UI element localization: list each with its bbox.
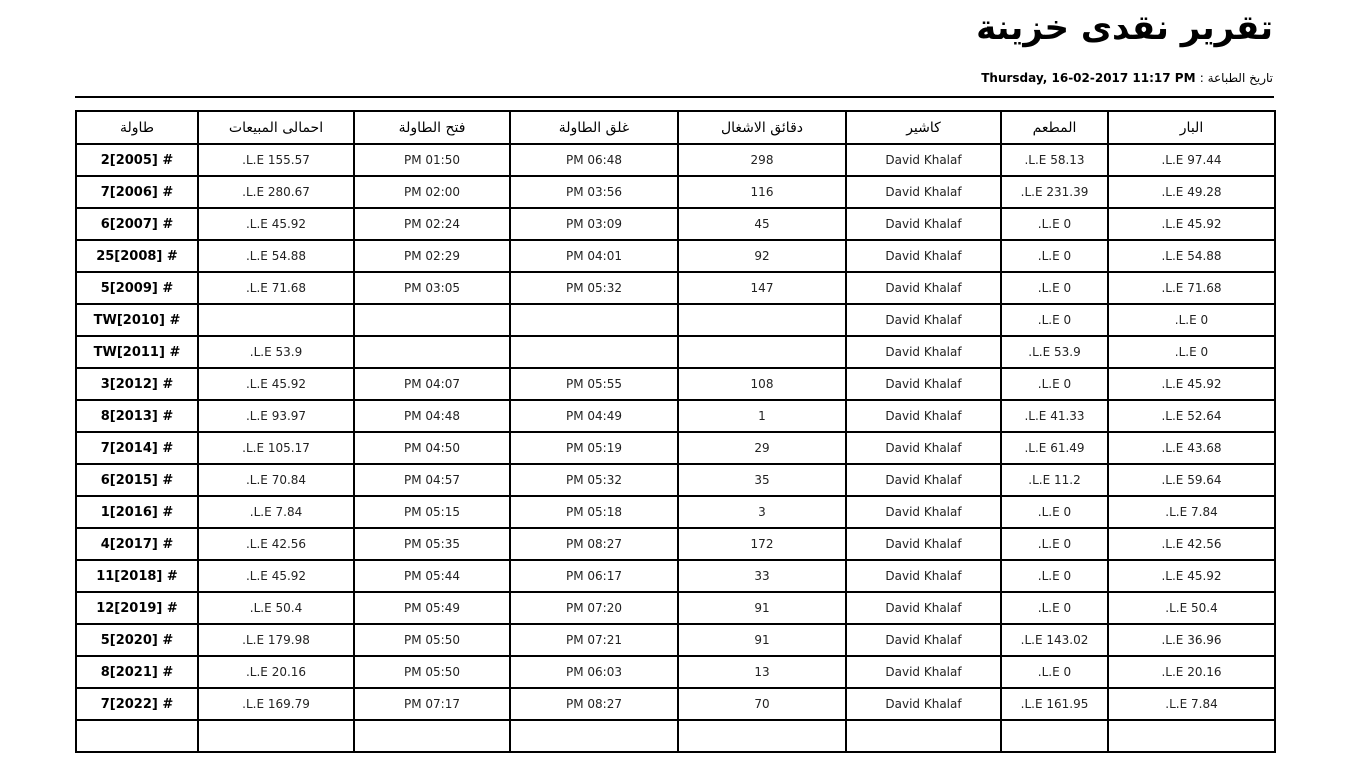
close-time-cell: 08:27 PM xyxy=(510,528,678,560)
table-row xyxy=(76,688,1275,720)
total-sales-cell: 105.17 L.E. xyxy=(198,432,354,464)
occupancy-minutes-cell: 1 xyxy=(678,400,846,432)
table-row xyxy=(76,272,1275,304)
close-time-cell: 06:48 PM xyxy=(510,144,678,176)
open-time-cell: 05:44 PM xyxy=(354,560,510,592)
restaurant-amount-cell: 0 L.E. xyxy=(1001,496,1108,528)
close-time-cell: 05:19 PM xyxy=(510,432,678,464)
occupancy-minutes-cell: 108 xyxy=(678,368,846,400)
print-date-label: تاريخ الطباعة : xyxy=(1199,71,1273,85)
close-time-cell: 03:56 PM xyxy=(510,176,678,208)
restaurant-amount-cell: 58.13 L.E. xyxy=(1001,144,1108,176)
close-time-cell: 07:21 PM xyxy=(510,624,678,656)
open-time-cell: 05:49 PM xyxy=(354,592,510,624)
occupancy-minutes-cell: 91 xyxy=(678,624,846,656)
table-number-cell: 1[2016] # xyxy=(76,496,198,528)
bar-amount-cell: 52.64 L.E. xyxy=(1108,400,1275,432)
total-sales-cell: 169.79 L.E. xyxy=(198,688,354,720)
table-number-cell: TW[2011] # xyxy=(76,336,198,368)
bar-amount-cell: 0 L.E. xyxy=(1108,304,1275,336)
open-time-cell: 03:05 PM xyxy=(354,272,510,304)
total-sales-cell: 45.92 L.E. xyxy=(198,368,354,400)
total-sales-cell: 45.92 L.E. xyxy=(198,560,354,592)
table-number-cell: 8[2013] # xyxy=(76,400,198,432)
occupancy-minutes-cell: 33 xyxy=(678,560,846,592)
bar-amount-cell: 50.4 L.E. xyxy=(1108,592,1275,624)
table-number-cell: 5[2020] # xyxy=(76,624,198,656)
restaurant-amount-cell: 0 L.E. xyxy=(1001,368,1108,400)
total-sales-cell: 20.16 L.E. xyxy=(198,656,354,688)
cashier-cell: David Khalaf xyxy=(846,176,1001,208)
restaurant-amount-cell: 61.49 L.E. xyxy=(1001,432,1108,464)
open-time-cell: 02:29 PM xyxy=(354,240,510,272)
close-time-cell: 05:55 PM xyxy=(510,368,678,400)
restaurant-amount-cell: 231.39 L.E. xyxy=(1001,176,1108,208)
bar-amount-cell: 97.44 L.E. xyxy=(1108,144,1275,176)
table-row xyxy=(76,432,1275,464)
open-time-cell: 04:48 PM xyxy=(354,400,510,432)
occupancy-minutes-cell: 45 xyxy=(678,208,846,240)
total-sales-cell: 45.92 L.E. xyxy=(198,208,354,240)
table-row xyxy=(76,336,1275,368)
total-sales-cell: 93.97 L.E. xyxy=(198,400,354,432)
table-header-row xyxy=(76,111,1275,144)
open-time-cell xyxy=(354,304,510,336)
total-sales-cell: 50.4 L.E. xyxy=(198,592,354,624)
occupancy-minutes-cell: 70 xyxy=(678,688,846,720)
open-time-cell: 04:07 PM xyxy=(354,368,510,400)
open-time-cell: 05:35 PM xyxy=(354,528,510,560)
close-time-cell: 08:27 PM xyxy=(510,688,678,720)
occupancy-minutes-cell: 35 xyxy=(678,464,846,496)
cashier-column-header: كاشير xyxy=(846,111,1001,144)
table-row xyxy=(76,144,1275,176)
close-time-cell: 04:01 PM xyxy=(510,240,678,272)
total-sales-cell: 70.84 L.E. xyxy=(198,464,354,496)
open-time-cell: 05:15 PM xyxy=(354,496,510,528)
close-time-cell: 07:20 PM xyxy=(510,592,678,624)
occupancy-minutes-column-header: دقائق الاشغال xyxy=(678,111,846,144)
table-number-cell: 11[2018] # xyxy=(76,560,198,592)
treasury-cash-report-table xyxy=(75,110,1276,753)
table-row xyxy=(76,528,1275,560)
bar-amount-cell: 36.96 L.E. xyxy=(1108,624,1275,656)
bar-amount-cell: 43.68 L.E. xyxy=(1108,432,1275,464)
print-date-value: Thursday, 16-02-2017 11:17 PM xyxy=(981,71,1196,85)
close-time-cell: 03:09 PM xyxy=(510,208,678,240)
header-divider xyxy=(75,96,1274,98)
restaurant-amount-cell: 0 L.E. xyxy=(1001,240,1108,272)
open-time-cell: 07:17 PM xyxy=(354,688,510,720)
total-sales-cell: 42.56 L.E. xyxy=(198,528,354,560)
restaurant-amount-cell: 161.95 L.E. xyxy=(1001,688,1108,720)
table-row xyxy=(76,656,1275,688)
total-sales-cell: 71.68 L.E. xyxy=(198,272,354,304)
bar-amount-cell: 20.16 L.E. xyxy=(1108,656,1275,688)
occupancy-minutes-cell: 172 xyxy=(678,528,846,560)
cashier-cell: David Khalaf xyxy=(846,624,1001,656)
cashier-cell: David Khalaf xyxy=(846,336,1001,368)
total-sales-cell: 280.67 L.E. xyxy=(198,176,354,208)
cashier-cell: David Khalaf xyxy=(846,688,1001,720)
table-number-cell: 6[2007] # xyxy=(76,208,198,240)
open-time-cell: 05:50 PM xyxy=(354,624,510,656)
restaurant-amount-cell: 53.9 L.E. xyxy=(1001,336,1108,368)
occupancy-minutes-cell xyxy=(678,304,846,336)
occupancy-minutes-cell: 3 xyxy=(678,496,846,528)
occupancy-minutes-cell: 147 xyxy=(678,272,846,304)
cashier-cell: David Khalaf xyxy=(846,432,1001,464)
cashier-cell: David Khalaf xyxy=(846,304,1001,336)
table-number-cell: 2[2005] # xyxy=(76,144,198,176)
table-row xyxy=(76,496,1275,528)
table-row xyxy=(76,592,1275,624)
cashier-cell: David Khalaf xyxy=(846,144,1001,176)
restaurant-amount-cell: 0 L.E. xyxy=(1001,304,1108,336)
cashier-cell: David Khalaf xyxy=(846,496,1001,528)
table-row xyxy=(76,304,1275,336)
cashier-cell: David Khalaf xyxy=(846,240,1001,272)
close-time-cell xyxy=(510,336,678,368)
table-open-column-header: فتح الطاولة xyxy=(354,111,510,144)
open-time-cell: 05:50 PM xyxy=(354,656,510,688)
table-row xyxy=(76,720,1275,752)
bar-amount-cell: 59.64 L.E. xyxy=(1108,464,1275,496)
table-close-column-header: غلق الطاولة xyxy=(510,111,678,144)
total-sales-cell xyxy=(198,720,354,752)
close-time-cell xyxy=(510,304,678,336)
restaurant-amount-cell: 0 L.E. xyxy=(1001,560,1108,592)
close-time-cell: 05:18 PM xyxy=(510,496,678,528)
bar-amount-cell xyxy=(1108,720,1275,752)
close-time-cell: 06:03 PM xyxy=(510,656,678,688)
bar-column-header: البار xyxy=(1108,111,1275,144)
table-number-cell: 7[2014] # xyxy=(76,432,198,464)
cashier-cell: David Khalaf xyxy=(846,400,1001,432)
bar-amount-cell: 7.84 L.E. xyxy=(1108,688,1275,720)
restaurant-amount-cell: 0 L.E. xyxy=(1001,656,1108,688)
total-sales-cell: 54.88 L.E. xyxy=(198,240,354,272)
table-number-cell: 12[2019] # xyxy=(76,592,198,624)
open-time-cell xyxy=(354,720,510,752)
table-row xyxy=(76,368,1275,400)
table-row xyxy=(76,208,1275,240)
table-number-cell: 7[2006] # xyxy=(76,176,198,208)
close-time-cell: 05:32 PM xyxy=(510,272,678,304)
bar-amount-cell: 0 L.E. xyxy=(1108,336,1275,368)
bar-amount-cell: 54.88 L.E. xyxy=(1108,240,1275,272)
report-title: تقرير نقدى خزينة xyxy=(976,8,1273,48)
occupancy-minutes-cell: 29 xyxy=(678,432,846,464)
open-time-cell: 04:57 PM xyxy=(354,464,510,496)
cashier-cell: David Khalaf xyxy=(846,560,1001,592)
cashier-cell: David Khalaf xyxy=(846,592,1001,624)
table-row xyxy=(76,560,1275,592)
restaurant-amount-cell xyxy=(1001,720,1108,752)
bar-amount-cell: 49.28 L.E. xyxy=(1108,176,1275,208)
table-number-cell: 7[2022] # xyxy=(76,688,198,720)
print-date-line xyxy=(981,70,1273,86)
bar-amount-cell: 71.68 L.E. xyxy=(1108,272,1275,304)
cashier-cell: David Khalaf xyxy=(846,656,1001,688)
table-number-cell: 5[2009] # xyxy=(76,272,198,304)
close-time-cell: 05:32 PM xyxy=(510,464,678,496)
total-sales-cell: 179.98 L.E. xyxy=(198,624,354,656)
table-row xyxy=(76,624,1275,656)
open-time-cell: 01:50 PM xyxy=(354,144,510,176)
total-sales-column-header: احمالى المبيعات xyxy=(198,111,354,144)
table-number-cell: 6[2015] # xyxy=(76,464,198,496)
bar-amount-cell: 45.92 L.E. xyxy=(1108,560,1275,592)
table-number-cell: TW[2010] # xyxy=(76,304,198,336)
restaurant-amount-cell: 11.2 L.E. xyxy=(1001,464,1108,496)
restaurant-amount-cell: 0 L.E. xyxy=(1001,528,1108,560)
table-number-cell: 3[2012] # xyxy=(76,368,198,400)
table-number-cell xyxy=(76,720,198,752)
restaurant-amount-cell: 0 L.E. xyxy=(1001,592,1108,624)
open-time-cell: 02:00 PM xyxy=(354,176,510,208)
close-time-cell: 06:17 PM xyxy=(510,560,678,592)
total-sales-cell: 53.9 L.E. xyxy=(198,336,354,368)
table-number-column-header: طاولة xyxy=(76,111,198,144)
total-sales-cell: 155.57 L.E. xyxy=(198,144,354,176)
occupancy-minutes-cell: 116 xyxy=(678,176,846,208)
occupancy-minutes-cell: 298 xyxy=(678,144,846,176)
occupancy-minutes-cell xyxy=(678,336,846,368)
cashier-cell: David Khalaf xyxy=(846,464,1001,496)
table-number-cell: 4[2017] # xyxy=(76,528,198,560)
restaurant-amount-cell: 143.02 L.E. xyxy=(1001,624,1108,656)
close-time-cell: 04:49 PM xyxy=(510,400,678,432)
cashier-cell xyxy=(846,720,1001,752)
table-row xyxy=(76,240,1275,272)
open-time-cell xyxy=(354,336,510,368)
total-sales-cell: 7.84 L.E. xyxy=(198,496,354,528)
total-sales-cell xyxy=(198,304,354,336)
restaurant-amount-cell: 0 L.E. xyxy=(1001,208,1108,240)
bar-amount-cell: 45.92 L.E. xyxy=(1108,368,1275,400)
table-row xyxy=(76,176,1275,208)
open-time-cell: 04:50 PM xyxy=(354,432,510,464)
bar-amount-cell: 42.56 L.E. xyxy=(1108,528,1275,560)
cashier-cell: David Khalaf xyxy=(846,208,1001,240)
table-number-cell: 8[2021] # xyxy=(76,656,198,688)
occupancy-minutes-cell xyxy=(678,720,846,752)
table-number-cell: 25[2008] # xyxy=(76,240,198,272)
occupancy-minutes-cell: 13 xyxy=(678,656,846,688)
occupancy-minutes-cell: 91 xyxy=(678,592,846,624)
bar-amount-cell: 45.92 L.E. xyxy=(1108,208,1275,240)
occupancy-minutes-cell: 92 xyxy=(678,240,846,272)
bar-amount-cell: 7.84 L.E. xyxy=(1108,496,1275,528)
restaurant-column-header: المطعم xyxy=(1001,111,1108,144)
close-time-cell xyxy=(510,720,678,752)
cashier-cell: David Khalaf xyxy=(846,528,1001,560)
cashier-cell: David Khalaf xyxy=(846,272,1001,304)
cashier-cell: David Khalaf xyxy=(846,368,1001,400)
open-time-cell: 02:24 PM xyxy=(354,208,510,240)
table-row xyxy=(76,400,1275,432)
restaurant-amount-cell: 0 L.E. xyxy=(1001,272,1108,304)
restaurant-amount-cell: 41.33 L.E. xyxy=(1001,400,1108,432)
table-row xyxy=(76,464,1275,496)
